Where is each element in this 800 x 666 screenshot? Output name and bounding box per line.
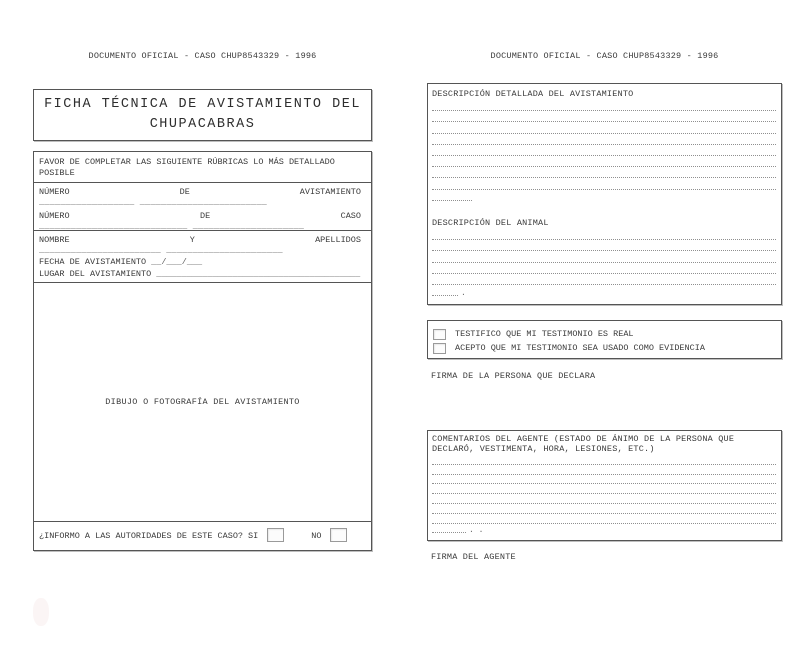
agent-comments-lines: . .	[432, 455, 776, 533]
instructions-line2: POSIBLE	[39, 168, 75, 178]
no-label: NO	[311, 531, 322, 541]
drawing-area	[34, 283, 371, 522]
name-label: NOMBRE Y APELLIDOS	[39, 235, 361, 245]
drawing-area-label: DIBUJO O FOTOGRAFÍA DEL AVISTAMIENTO	[105, 397, 300, 407]
agent-comments-title	[432, 435, 776, 454]
witness-signature-label: FIRMA DE LA PERSONA QUE DECLARA	[431, 371, 596, 381]
sighting-number-field: __________________ ________________________	[39, 198, 267, 207]
no-checkbox[interactable]	[330, 528, 347, 542]
agent-comments-box	[427, 430, 782, 541]
evidence-label: ACEPTO QUE MI TESTIMONIO SEA USADO COMO EVIDENCIA	[455, 342, 705, 353]
authorities-row	[34, 522, 371, 550]
page1-header: DOCUMENTO OFICIAL - CASO CHUP8543329 - 1996	[88, 51, 317, 61]
sighting-date-label: FECHA DE AVISTAMIENTO	[39, 257, 147, 267]
sighting-place-label: LUGAR DEL AVISTAMIENTO	[39, 269, 152, 279]
sighting-date-field: __/___/___	[151, 257, 203, 267]
testify-label: TESTIFICO QUE MI TESTIMONIO ES REAL	[455, 328, 634, 339]
animal-description-title: DESCRIPCIÓN DEL ANIMAL	[432, 217, 549, 228]
agent-comments-title-line2: DECLARÓ, VESTIMENTA, HORA, LESIONES, ETC.)	[432, 443, 655, 454]
sighting-description-lines	[432, 100, 776, 201]
testify-checkbox[interactable]	[433, 329, 446, 340]
consent-box	[427, 320, 782, 359]
evidence-checkbox[interactable]	[433, 343, 446, 354]
name-field: _______________________ ______________________	[39, 246, 283, 255]
yes-label: SI	[248, 531, 259, 541]
animal-description-lines: .	[432, 229, 776, 297]
page2-header: DOCUMENTO OFICIAL - CASO CHUP8543329 - 1996	[490, 51, 719, 61]
sighting-place-row	[39, 269, 361, 279]
case-number-field: ____________________________ _____________________	[39, 222, 305, 231]
instructions-line1: FAVOR DE COMPLETAR LAS SIGUIENTE RÚBRICAS LO MÁS DETALLADO	[39, 157, 335, 167]
description-box	[427, 83, 782, 305]
form-body-box	[33, 151, 372, 551]
scan-artifact	[33, 598, 49, 626]
evidence-row	[433, 343, 776, 354]
agent-signature-label: FIRMA DEL AGENTE	[431, 552, 516, 562]
form-title-line1: FICHA TÉCNICA DE AVISTAMIENTO DEL	[44, 97, 361, 112]
agent-comments-title-line1: COMENTARIOS DEL AGENTE (ESTADO DE ÁNIMO DE LA PERSONA QUE	[432, 434, 735, 444]
numbers-section	[34, 183, 371, 231]
sighting-date-row	[39, 257, 361, 267]
authorities-question: ¿INFORMO A LAS AUTORIDADES DE ESTE CASO?	[39, 531, 244, 541]
sighting-description-title: DESCRIPCIÓN DETALLADA DEL AVISTAMIENTO	[432, 89, 634, 99]
case-number-label: NÚMERO DE CASO	[39, 211, 361, 221]
yes-checkbox[interactable]	[267, 528, 284, 542]
form-title-box	[33, 89, 372, 141]
sighting-number-label: NÚMERO DE AVISTAMIENTO	[39, 187, 361, 197]
testify-row	[433, 329, 776, 340]
form-title-line2: CHUPACABRAS	[149, 117, 256, 132]
instructions	[34, 152, 371, 183]
identity-section	[34, 231, 371, 283]
sighting-place-field: ________________________________________	[156, 269, 361, 279]
